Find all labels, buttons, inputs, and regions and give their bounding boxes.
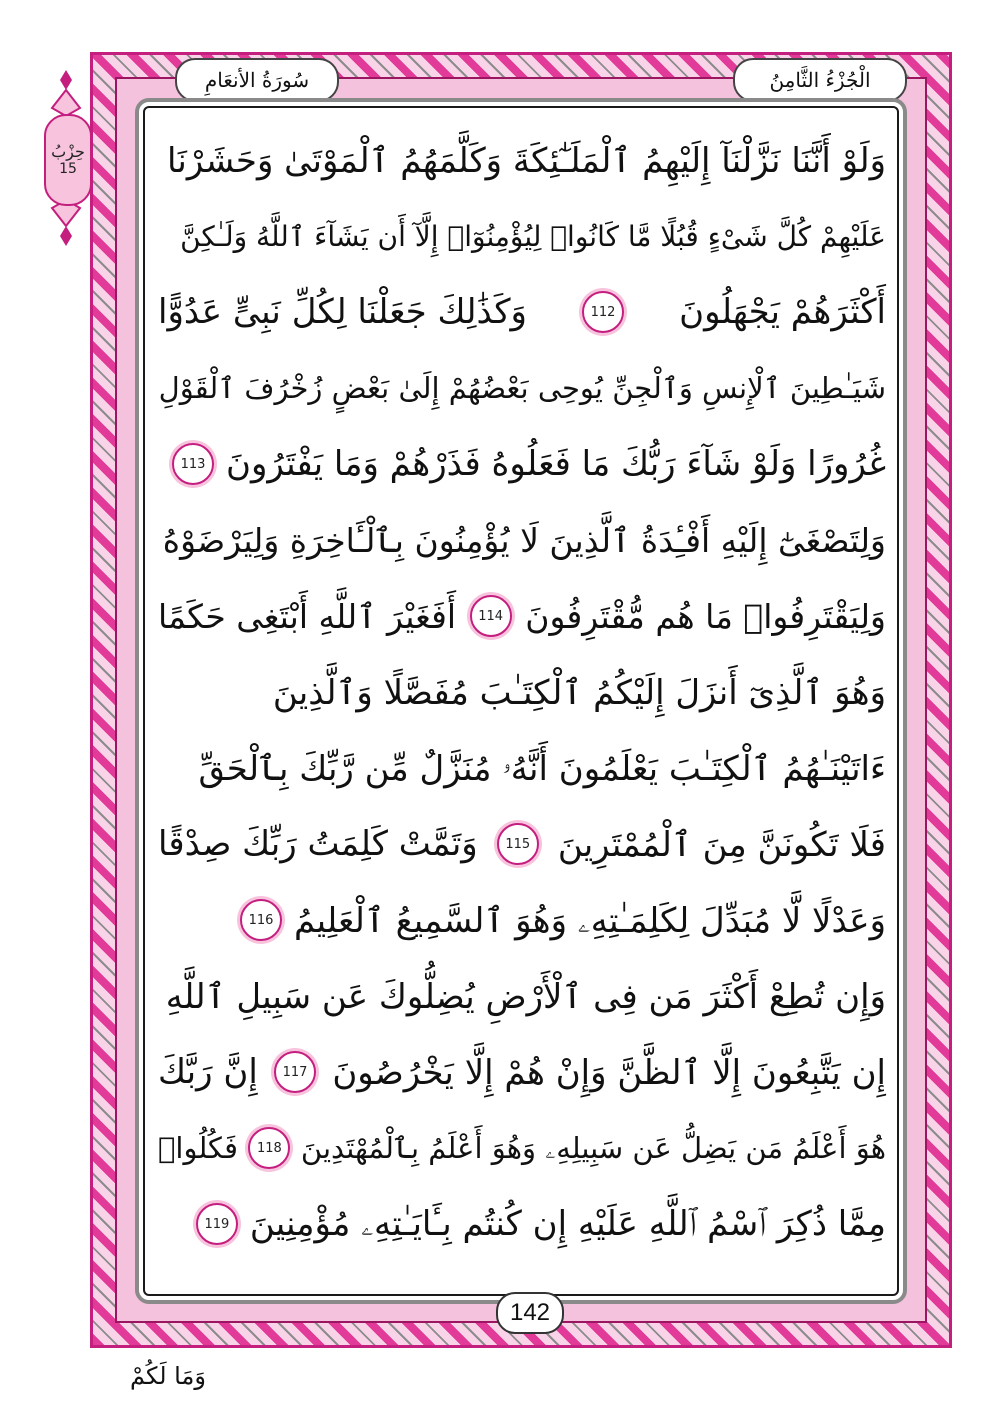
hizb-label: حِزْبُ [51,142,85,161]
verse-text: أَفَغَيْرَ ٱللَّهِ أَبْتَغِى حَكَمًا [158,596,457,636]
verse-text: إِنَّ رَبَّكَ [158,1052,258,1092]
ayah-number-marker: 117 [274,1051,316,1093]
text-line [158,500,886,580]
hizb-box [44,114,92,206]
text-line [158,1184,886,1264]
verse-text: مِمَّا ذُكِرَ ٱسْمُ ٱللَّهِ عَلَيْهِ إِن كُنتُم بِـَٔايَـٰتِهِۦ مُؤْمِنِينَ [249,1204,886,1244]
ayah-number-marker: 115 [497,823,539,865]
text-line [158,576,886,656]
text-line [158,1032,886,1112]
verse-text: وَلَوْ أَنَّنَا نَزَّلْنَآ إِلَيْهِمُ ٱلْمَلَـٰٓئِكَةَ وَكَلَّمَهُمُ ٱلْمَوْتَىٰ وَحَشَرْنَا [167,140,886,181]
ayah-number-marker: 112 [582,291,624,333]
verse-text: فَلَا تَكُونَنَّ مِنَ ٱلْمُمْتَرِينَ [557,824,886,865]
verse-text: وَلِيَقْتَرِفُوا۟ مَا هُم مُّقْتَرِفُونَ [525,596,886,636]
ayah-number-marker: 119 [196,1203,238,1245]
text-line [158,804,886,884]
verse-text: وَهُوَ ٱلَّذِىٓ أَنزَلَ إِلَيْكُمُ ٱلْكِتَـٰبَ مُفَصَّلًا وَٱلَّذِينَ [272,672,886,713]
catchword: وَمَا لَكُمْ [130,1362,206,1390]
verse-text: هُوَ أَعْلَمُ مَن يَضِلُّ عَن سَبِيلِهِۦ وَهُوَ أَعْلَمُ بِٱلْمُهْتَدِينَ [300,1130,886,1165]
verse-text: عَلَيْهِمْ كُلَّ شَىْءٍ قُبُلًا مَّا كَانُوا۟ لِيُؤْمِنُوٓا۟ إِلَّآ أَن يَشَآءَ ٱللَّهُ وَلَـٰكِنَّ [180,219,886,253]
verse-text: وَإِن تُطِعْ أَكْثَرَ مَن فِى ٱلْأَرْضِ يُضِلُّوكَ عَن سَبِيلِ ٱللَّهِ [165,976,886,1017]
hizb-marker [40,70,92,246]
ayah-number-marker: 118 [248,1127,290,1169]
text-line [158,196,886,276]
text-line [158,348,886,428]
verse-text: أَكْثَرَهُمْ يَجْهَلُونَ [679,292,886,332]
text-line [158,956,886,1036]
verse-text: غُرُورًا وَلَوْ شَآءَ رَبُّكَ مَا فَعَلُوهُ فَذَرْهُمْ وَمَا يَفْتَرُونَ [226,444,886,484]
verse-text: وَتَمَّتْ كَلِمَتُ رَبِّكَ صِدْقًا [158,824,478,864]
ayah-number-marker: 116 [240,899,282,941]
text-line [158,1108,886,1188]
text-line [158,120,886,200]
ayah-number-marker: 113 [172,443,214,485]
text-line [158,652,886,732]
quran-text-block [158,120,886,1280]
surah-title: سُورَةُ الأنعَامِ [175,58,339,102]
ayah-number-marker: 114 [470,595,512,637]
verse-text: وَعَدْلًا لَّا مُبَدِّلَ لِكَلِمَـٰتِهِۦ وَهُوَ ٱلسَّمِيعُ ٱلْعَلِيمُ [294,900,886,941]
verse-text: إِن يَتَّبِعُونَ إِلَّا ٱلظَّنَّ وَإِنْ هُمْ إِلَّا يَخْرُصُونَ [332,1052,886,1093]
verse-text: وَكَذَٰلِكَ جَعَلْنَا لِكُلِّ نَبِىٍّ عَدُوًّا [158,292,527,332]
text-line [158,728,886,808]
page-number: 142 [496,1292,564,1334]
juz-title: الْجُزْءُ الثَّامِنُ [733,58,907,102]
text-line [158,272,886,352]
verse-text: فَكُلُوا۟ [158,1131,238,1165]
verse-text: شَيَـٰطِينَ ٱلْإِنسِ وَٱلْجِنِّ يُوحِى بَعْضُهُمْ إِلَىٰ بَعْضٍ زُخْرُفَ ٱلْقَوْلِ [158,371,886,405]
text-line [158,424,886,504]
text-line [158,880,886,960]
hizb-number: 15 [59,161,77,177]
verse-text: ءَاتَيْنَـٰهُمُ ٱلْكِتَـٰبَ يَعْلَمُونَ أَنَّهُۥ مُنَزَّلٌ مِّن رَّبِّكَ بِٱلْحَقِّ [198,748,886,789]
verse-text: وَلِتَصْغَىٰٓ إِلَيْهِ أَفْـِٔدَةُ ٱلَّذِينَ لَا يُؤْمِنُونَ بِٱلْـَٔاخِرَةِ وَلِيَرْضَوْهُ [162,520,886,560]
